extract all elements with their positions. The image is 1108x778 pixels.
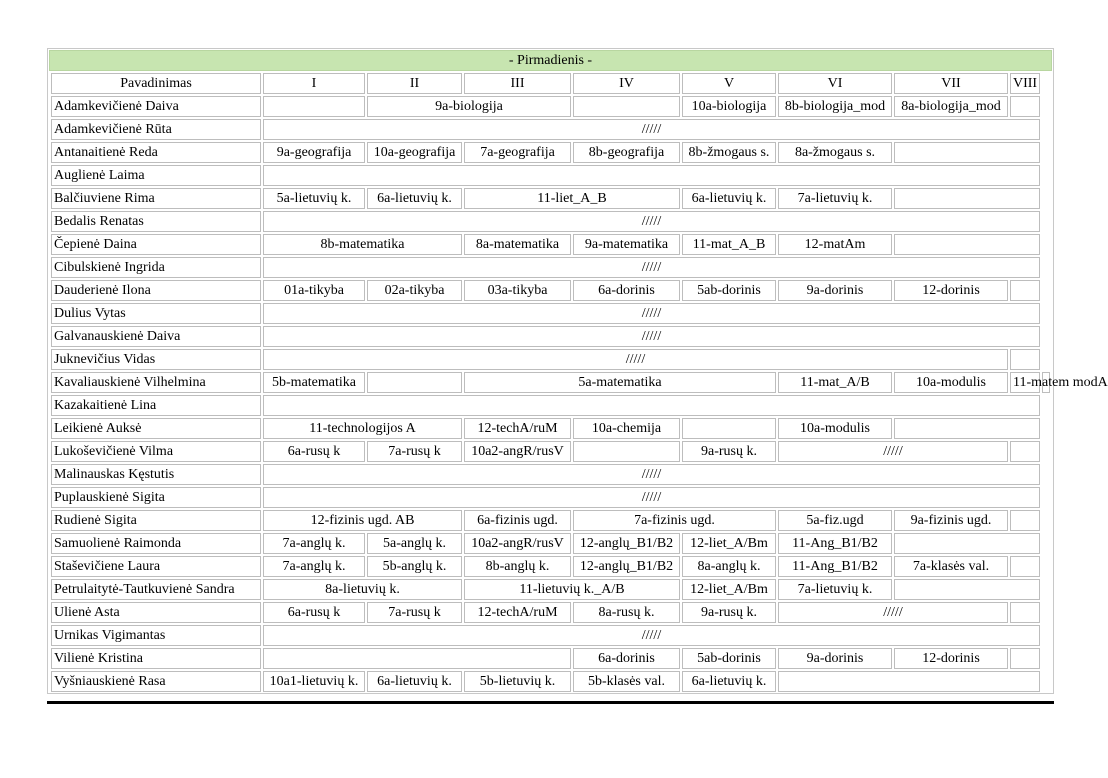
teacher-name: Auglienė Laima xyxy=(51,165,261,186)
lesson-cell: 10a-geografija xyxy=(367,142,462,163)
lesson-cell: 6a-dorinis xyxy=(573,648,680,669)
lesson-cell: 6a-rusų k xyxy=(263,441,365,462)
lesson-cell xyxy=(894,234,1040,255)
lesson-cell: 7a-lietuvių k. xyxy=(778,579,892,600)
teacher-name: Cibulskienė Ingrida xyxy=(51,257,261,278)
lesson-cell: 10a-chemija xyxy=(573,418,680,439)
lesson-cell xyxy=(1010,349,1040,370)
table-row xyxy=(51,671,1050,692)
teacher-name: Urnikas Vigimantas xyxy=(51,625,261,646)
lesson-cell: 12-anglų_B1/B2 xyxy=(573,556,680,577)
lesson-cell: 8a-rusų k. xyxy=(573,602,680,623)
lesson-cell: 5b-klasės val. xyxy=(573,671,680,692)
lesson-cell xyxy=(894,579,1040,600)
lesson-cell: 5a-lietuvių k. xyxy=(263,188,365,209)
lesson-cell: 9a-rusų k. xyxy=(682,602,776,623)
lesson-cell: 6a-lietuvių k. xyxy=(682,188,776,209)
lesson-cell: 7a-anglų k. xyxy=(263,556,365,577)
table-row xyxy=(51,648,1050,669)
lesson-cell: ///// xyxy=(263,326,1040,347)
table-row xyxy=(51,395,1050,416)
lesson-cell: ///// xyxy=(778,441,1008,462)
lesson-cell xyxy=(1010,96,1040,117)
lesson-cell: 6a-fizinis ugd. xyxy=(464,510,571,531)
column-header: III xyxy=(464,73,571,94)
lesson-cell: 7a-lietuvių k. xyxy=(778,188,892,209)
lesson-cell xyxy=(894,418,1040,439)
lesson-cell: 10a-biologija xyxy=(682,96,776,117)
lesson-cell xyxy=(894,533,1040,554)
lesson-cell: 7a-klasės val. xyxy=(894,556,1008,577)
table-row xyxy=(51,96,1050,117)
lesson-cell: 5b-anglų k. xyxy=(367,556,462,577)
lesson-cell: 5b-lietuvių k. xyxy=(464,671,571,692)
lesson-cell: ///// xyxy=(263,464,1040,485)
lesson-cell: ///// xyxy=(263,349,1008,370)
lesson-cell xyxy=(1010,602,1040,623)
lesson-cell xyxy=(1010,280,1040,301)
lesson-cell: 6a-dorinis xyxy=(573,280,680,301)
lesson-cell: 5a-fiz.ugd xyxy=(778,510,892,531)
column-header: VIII xyxy=(1010,73,1040,94)
lesson-cell: 10a-modulis xyxy=(894,372,1008,393)
lesson-cell: 8b-biologija_mod xyxy=(778,96,892,117)
lesson-cell xyxy=(682,418,776,439)
teacher-name: Malinauskas Kęstutis xyxy=(51,464,261,485)
table-row xyxy=(51,579,1050,600)
teacher-name: Puplauskienė Sigita xyxy=(51,487,261,508)
lesson-cell: ///// xyxy=(778,602,1008,623)
lesson-cell: 11-liet_A_B xyxy=(464,188,680,209)
teacher-name: Adamkevičienė Rūta xyxy=(51,119,261,140)
lesson-cell: 8a-lietuvių k. xyxy=(263,579,462,600)
teacher-name: Vyšniauskienė Rasa xyxy=(51,671,261,692)
teacher-name: Bedalis Renatas xyxy=(51,211,261,232)
table-row xyxy=(51,211,1050,232)
lesson-cell: 01a-tikyba xyxy=(263,280,365,301)
lesson-cell: 10a2-angR/rusV xyxy=(464,441,571,462)
lesson-cell: 8b-anglų k. xyxy=(464,556,571,577)
lesson-cell: ///// xyxy=(263,257,1040,278)
lesson-cell: 7a-rusų k xyxy=(367,602,462,623)
lesson-cell: 9a-biologija xyxy=(367,96,571,117)
lesson-cell: 7a-geografija xyxy=(464,142,571,163)
lesson-cell: ///// xyxy=(263,487,1040,508)
lesson-cell: 12-liet_A/Bm xyxy=(682,579,776,600)
lesson-cell: ///// xyxy=(263,211,1040,232)
table-row xyxy=(51,188,1050,209)
teacher-name: Ulienė Asta xyxy=(51,602,261,623)
lesson-cell: 7a-anglų k. xyxy=(263,533,365,554)
lesson-cell: 11-technologijos A xyxy=(263,418,462,439)
teacher-name: Kazakaitienė Lina xyxy=(51,395,261,416)
lesson-cell: 5a-matematika xyxy=(464,372,776,393)
teacher-name: Kavaliauskienė Vilhelmina xyxy=(51,372,261,393)
lesson-cell: 11-lietuvių k._A/B xyxy=(464,579,680,600)
teacher-name: Čepienė Daina xyxy=(51,234,261,255)
table-row xyxy=(51,257,1050,278)
table-row xyxy=(51,533,1050,554)
lesson-cell: 12-matAm xyxy=(778,234,892,255)
table-row xyxy=(51,602,1050,623)
table-row xyxy=(51,349,1050,370)
lesson-cell: 6a-rusų k xyxy=(263,602,365,623)
teacher-name: Dauderienė Ilona xyxy=(51,280,261,301)
lesson-cell xyxy=(1010,441,1040,462)
teacher-name: Galvanauskienė Daiva xyxy=(51,326,261,347)
lesson-cell xyxy=(263,395,1040,416)
table-row xyxy=(51,418,1050,439)
lesson-cell: ///// xyxy=(263,119,1040,140)
lesson-cell xyxy=(778,671,1040,692)
lesson-cell: 9a-dorinis xyxy=(778,280,892,301)
lesson-cell: 5ab-dorinis xyxy=(682,280,776,301)
lesson-cell: 12-dorinis xyxy=(894,648,1008,669)
lesson-cell xyxy=(1010,648,1040,669)
lesson-cell: 6a-lietuvių k. xyxy=(682,671,776,692)
lesson-cell xyxy=(367,372,462,393)
lesson-cell: 12-anglų_B1/B2 xyxy=(573,533,680,554)
table-row xyxy=(51,372,1050,393)
lesson-cell: 02a-tikyba xyxy=(367,280,462,301)
lesson-cell: 9a-fizinis ugd. xyxy=(894,510,1008,531)
lesson-cell: 12-techA/ruM xyxy=(464,418,571,439)
lesson-cell: 8b-geografija xyxy=(573,142,680,163)
header-row xyxy=(51,73,1050,94)
lesson-cell xyxy=(573,441,680,462)
lesson-cell: 11-mat_A_B xyxy=(682,234,776,255)
lesson-cell: 8b-matematika xyxy=(263,234,462,255)
lesson-cell xyxy=(1010,556,1040,577)
lesson-cell: 11-Ang_B1/B2 xyxy=(778,533,892,554)
lesson-cell xyxy=(573,96,680,117)
lesson-cell: ///// xyxy=(263,625,1040,646)
table-row xyxy=(51,165,1050,186)
teacher-name: Samuolienė Raimonda xyxy=(51,533,261,554)
column-header: IV xyxy=(573,73,680,94)
lesson-cell: 8a-žmogaus s. xyxy=(778,142,892,163)
bottom-rule xyxy=(47,701,1054,704)
lesson-cell: 5ab-dorinis xyxy=(682,648,776,669)
table-row xyxy=(51,119,1050,140)
lesson-cell: 9a-matematika xyxy=(573,234,680,255)
lesson-cell: 12-liet_A/Bm xyxy=(682,533,776,554)
lesson-cell xyxy=(894,188,1040,209)
table-row xyxy=(51,487,1050,508)
lesson-cell: 5b-matematika xyxy=(263,372,365,393)
lesson-cell: 9a-rusų k. xyxy=(682,441,776,462)
teacher-name: Dulius Vytas xyxy=(51,303,261,324)
lesson-cell xyxy=(263,96,365,117)
lesson-cell: 12-dorinis xyxy=(894,280,1008,301)
timetable xyxy=(49,71,1108,694)
lesson-cell: 03a-tikyba xyxy=(464,280,571,301)
teacher-name: Rudienė Sigita xyxy=(51,510,261,531)
lesson-cell: 11-matem modA xyxy=(1010,372,1040,393)
lesson-cell: 12-techA/ruM xyxy=(464,602,571,623)
lesson-cell: 8a-matematika xyxy=(464,234,571,255)
lesson-cell xyxy=(263,648,571,669)
table-row xyxy=(51,280,1050,301)
lesson-cell: 11-Ang_B1/B2 xyxy=(778,556,892,577)
lesson-cell: 10a-modulis xyxy=(778,418,892,439)
day-header: - Pirmadienis - xyxy=(49,50,1052,71)
lesson-cell: 7a-fizinis ugd. xyxy=(573,510,776,531)
teacher-name: Balčiuviene Rima xyxy=(51,188,261,209)
column-header: V xyxy=(682,73,776,94)
lesson-cell: ///// xyxy=(263,303,1040,324)
teacher-name: Staševičiene Laura xyxy=(51,556,261,577)
table-row xyxy=(51,326,1050,347)
column-header: VII xyxy=(894,73,1008,94)
table-row xyxy=(51,234,1050,255)
lesson-cell xyxy=(263,165,1040,186)
lesson-cell: 5a-anglų k. xyxy=(367,533,462,554)
teacher-name: Juknevičius Vidas xyxy=(51,349,261,370)
lesson-cell xyxy=(894,142,1040,163)
table-row xyxy=(51,303,1050,324)
column-header: Pavadinimas xyxy=(51,73,261,94)
teacher-name: Antanaitienė Reda xyxy=(51,142,261,163)
teacher-name: Adamkevičienė Daiva xyxy=(51,96,261,117)
schedule-table xyxy=(47,48,1108,694)
table-row xyxy=(51,556,1050,577)
lesson-cell: 8b-žmogaus s. xyxy=(682,142,776,163)
lesson-cell: 6a-lietuvių k. xyxy=(367,671,462,692)
lesson-cell: 9a-dorinis xyxy=(778,648,892,669)
column-header: VI xyxy=(778,73,892,94)
lesson-cell: 10a1-lietuvių k. xyxy=(263,671,365,692)
table-row xyxy=(51,510,1050,531)
teacher-name: Leikienė Auksė xyxy=(51,418,261,439)
lesson-cell: 10a2-angR/rusV xyxy=(464,533,571,554)
teacher-name: Vilienė Kristina xyxy=(51,648,261,669)
lesson-cell: 9a-geografija xyxy=(263,142,365,163)
teacher-name: Petrulaitytė-Tautkuvienė Sandra xyxy=(51,579,261,600)
column-header: II xyxy=(367,73,462,94)
lesson-cell: 8a-biologija_mod xyxy=(894,96,1008,117)
lesson-cell: 7a-rusų k xyxy=(367,441,462,462)
lesson-cell: 12-fizinis ugd. AB xyxy=(263,510,462,531)
lesson-cell: 8a-anglų k. xyxy=(682,556,776,577)
lesson-cell xyxy=(1010,510,1040,531)
table-row xyxy=(51,464,1050,485)
table-row xyxy=(51,142,1050,163)
table-row xyxy=(51,625,1050,646)
lesson-cell: 11-mat_A/B xyxy=(778,372,892,393)
column-header: I xyxy=(263,73,365,94)
table-row xyxy=(51,441,1050,462)
lesson-cell: 6a-lietuvių k. xyxy=(367,188,462,209)
teacher-name: Lukoševičienė Vilma xyxy=(51,441,261,462)
